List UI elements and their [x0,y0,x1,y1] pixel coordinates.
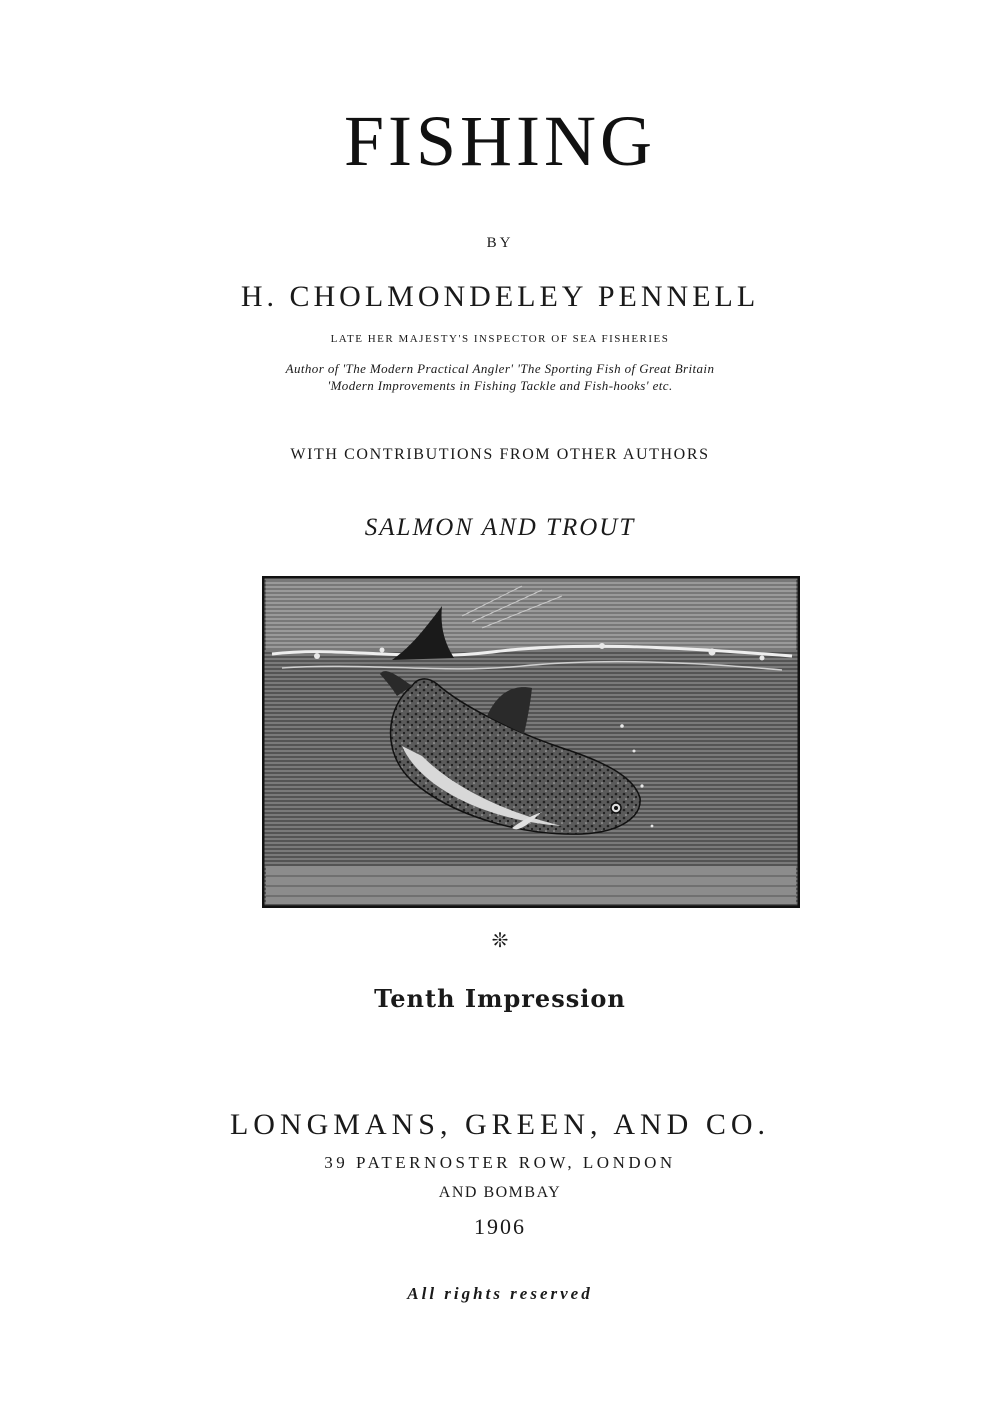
contributions-note: WITH CONTRIBUTIONS FROM OTHER AUTHORS [290,446,710,463]
rights-notice: All rights reserved [407,1284,593,1303]
publication-year: 1906 [474,1214,526,1239]
plate-surface-band [266,580,796,650]
author-name: H. CHOLMONDELEY PENNELL [240,280,760,313]
author-position: LATE HER MAJESTY'S INSPECTOR OF SEA FISHERIES [330,333,670,345]
publisher-name: LONGMANS, GREEN, AND CO. [229,1108,770,1141]
author-works [0,360,1000,394]
publisher-address: 39 PATERNOSTER ROW, LONDON [324,1153,676,1172]
plate-bed [266,866,796,904]
fish-engraving [262,576,800,908]
author-works-line-1: Author of 'The Modern Practical Angler' 'The Sporting Fish of Great Britain [285,361,715,376]
publisher-second-city: AND BOMBAY [438,1184,562,1201]
by-label: BY [486,235,514,251]
author-works-line-2: 'Modern Improvements in Fishing Tackle and Fish-hooks' etc. [327,378,673,393]
volume-subject: SALMON AND TROUT [364,514,636,541]
edition-impression: Tenth Impression [374,984,626,1013]
ornament-glyph: ❊ [491,930,509,952]
book-title: FISHING [343,101,657,181]
